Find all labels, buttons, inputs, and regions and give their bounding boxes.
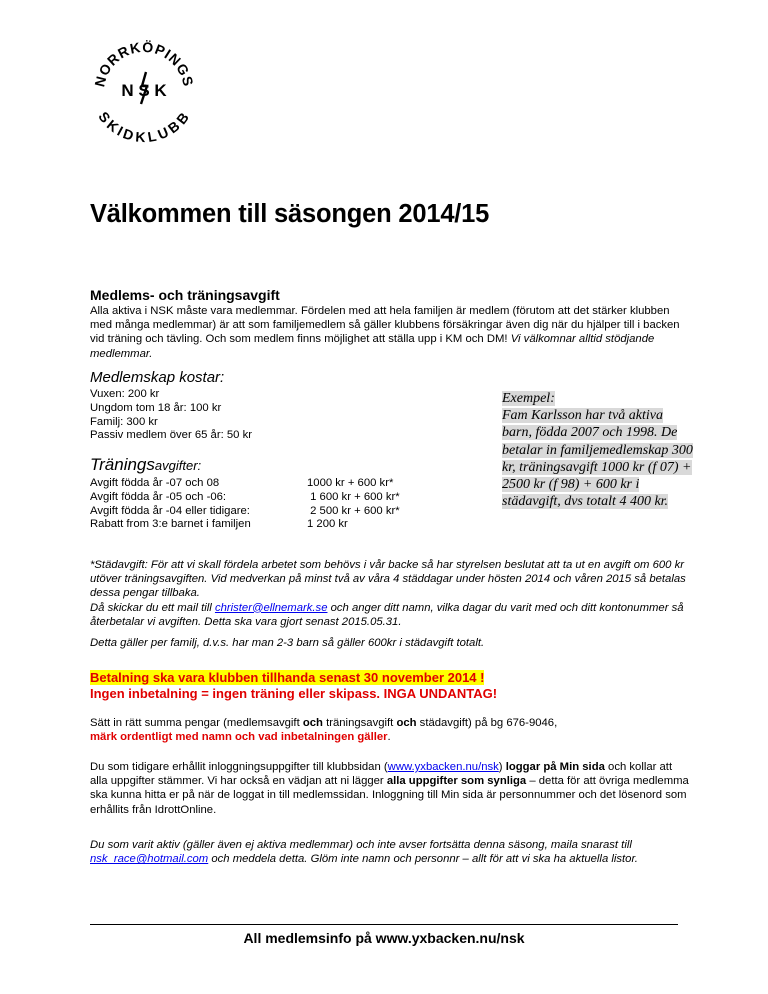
instr-bold: och	[396, 717, 417, 729]
instr-red-text: märk ordentligt med namn och vad inbetalningen gäller	[90, 731, 388, 744]
login-info	[90, 760, 690, 817]
footer-text: All medlemsinfo på www.yxbacken.nu/nsk	[243, 930, 525, 946]
example-line: kr, träningsavgift 1000 kr (f 07) +	[502, 459, 692, 475]
nsk-logo	[86, 30, 202, 146]
login-text: Du som tidigare erhållit inloggningsuppgifter till klubbsidan (	[90, 761, 388, 773]
email-link-christer[interactable]: christer@ellnemark.se	[214, 601, 328, 614]
logo-center-text: N S K	[121, 81, 167, 100]
membership-intro	[90, 304, 690, 361]
intro-italic-text: Vi välkomnar alltid stödjande medlemmar.	[90, 333, 655, 360]
payment-instructions	[90, 716, 690, 744]
example-line: betalar in familjemedlemskap 300	[502, 442, 693, 458]
list-item: 1000 kr + 600 kr*	[307, 477, 394, 489]
training-fees-labels	[90, 477, 251, 532]
membership-costs-heading: Medlemskap kostar:	[90, 369, 225, 386]
payment-warning: Ingen inbetalning = ingen träning eller skipass. INGA UNDANTAG!	[90, 686, 498, 701]
instr-text: .	[387, 731, 391, 744]
note-text: Då skickar du ett mail till	[90, 601, 212, 614]
cleaning-fee-note	[90, 558, 690, 629]
list-item: 1 200 kr	[307, 518, 348, 531]
family-note: Detta gäller per familj, d.v.s. har man 2-3 barn så gäller 600kr i städavgift totalt.	[90, 637, 485, 649]
example-line: 2500 kr (f 98) + 600 kr i	[502, 477, 640, 493]
yxbacken-link[interactable]: www.yxbacken.nu/nsk	[387, 761, 499, 773]
footer-divider	[90, 924, 678, 925]
login-text: )	[498, 761, 503, 773]
training-fees-amounts	[307, 477, 400, 532]
list-item: 2 500 kr + 600 kr*	[307, 504, 400, 517]
list-item: 1 600 kr + 600 kr*	[307, 490, 400, 503]
training-heading-small: avgifter:	[154, 458, 202, 473]
list-item: Familj: 300 kr	[90, 415, 158, 428]
example-line: barn, födda 2007 och 1998. De	[502, 425, 678, 441]
login-text: och kollar att alla uppgifter stämmer. Vi har också en vädjan att ni lägger	[90, 761, 673, 788]
instr-text: städavgift) på bg 676-9046,	[419, 717, 558, 729]
payment-deadline: Betalning ska vara klubben tillhanda senast 30 november 2014 !	[90, 670, 485, 685]
list-item: Avgift födda år -04 eller tidigare:	[90, 504, 250, 517]
email-link-nsk-race[interactable]: nsk_race@hotmail.com	[90, 853, 209, 866]
login-bold: loggar på Min sida	[505, 761, 605, 773]
logo-bottom-text: SKIDKLUBB	[95, 108, 193, 146]
example-line: Fam Karlsson har två aktiva	[502, 408, 663, 424]
list-item: Rabatt from 3:e barnet i familjen	[90, 518, 251, 531]
intro-text: Alla aktiva i NSK måste vara medlemmar. Fördelen med att hela familjen är medlem (förutom att det stärker klubben med många medlemmar) är att som familjemedlem så gäller klubbens försäkringar även dig när du hjälper till i backen vid träning och tävling. Och som medlem finns möjlighet att ställa upp i KM och DM!	[90, 305, 680, 346]
list-item: Ungdom tom 18 år: 100 kr	[90, 401, 222, 414]
membership-costs-list	[90, 388, 252, 443]
list-item: Vuxen: 200 kr	[90, 388, 160, 400]
instr-text: Sätt in rätt summa pengar (medlemsavgift	[90, 717, 300, 729]
login-text: – detta för att övriga medlemma ska kunna hitta er på när de loggat in till medlemssidan. Inloggning till Min sida är personnummer och det lösenord som erhållits från IdrottOnline.	[90, 775, 689, 816]
training-fees-heading	[90, 455, 201, 475]
svg-text:SKIDKLUBB	[95, 109, 192, 146]
inactive-text: och meddela detta. Glöm inte namn och personnr – allt för att vi ska ha aktuella listor.	[211, 853, 638, 866]
login-bold: alla uppgifter som synliga	[386, 775, 527, 788]
inactive-text: Du som varit aktiv (gäller även ej aktiva medlemmar) och inte avser fortsätta denna säsong, maila snarast till	[90, 839, 632, 851]
list-item: Avgift födda år -07 och 08	[90, 477, 220, 489]
training-heading-big: Tränings	[90, 455, 155, 474]
note-text: och anger ditt namn, vilka dagar du varit med och ditt kontonummer så återbetalar vi avgiften. Detta ska vara gjort senast 2015.05.31.	[90, 601, 684, 628]
instr-bold: och	[302, 717, 323, 729]
example-line: Exempel:	[502, 391, 555, 406]
list-item: Avgift födda år -05 och -06:	[90, 490, 227, 503]
example-box	[502, 390, 700, 510]
page-title: Välkommen till säsongen 2014/15	[90, 200, 490, 228]
example-line: städavgift, dvs totalt 4 400 kr.	[502, 494, 669, 510]
membership-heading: Medlems- och träningsavgift	[90, 287, 280, 303]
inactive-members-note	[90, 838, 690, 866]
note-text: *Städavgift: För att vi skall fördela arbetet som behövs i vår backe så har styrelsen beslutat att ta ut en avgift om 600 kr utöver träningsavgiften. Vid medverkan på minst två av våra 4 städdagar under hösten 2014 och våren 2015 så betalas dessa pengar tillbaka.	[90, 559, 686, 600]
list-item: Passiv medlem över 65 år: 50 kr	[90, 429, 252, 442]
instr-text: träningsavgift	[326, 717, 394, 729]
logo-top-text: NORRKÖPINGS	[91, 38, 197, 89]
